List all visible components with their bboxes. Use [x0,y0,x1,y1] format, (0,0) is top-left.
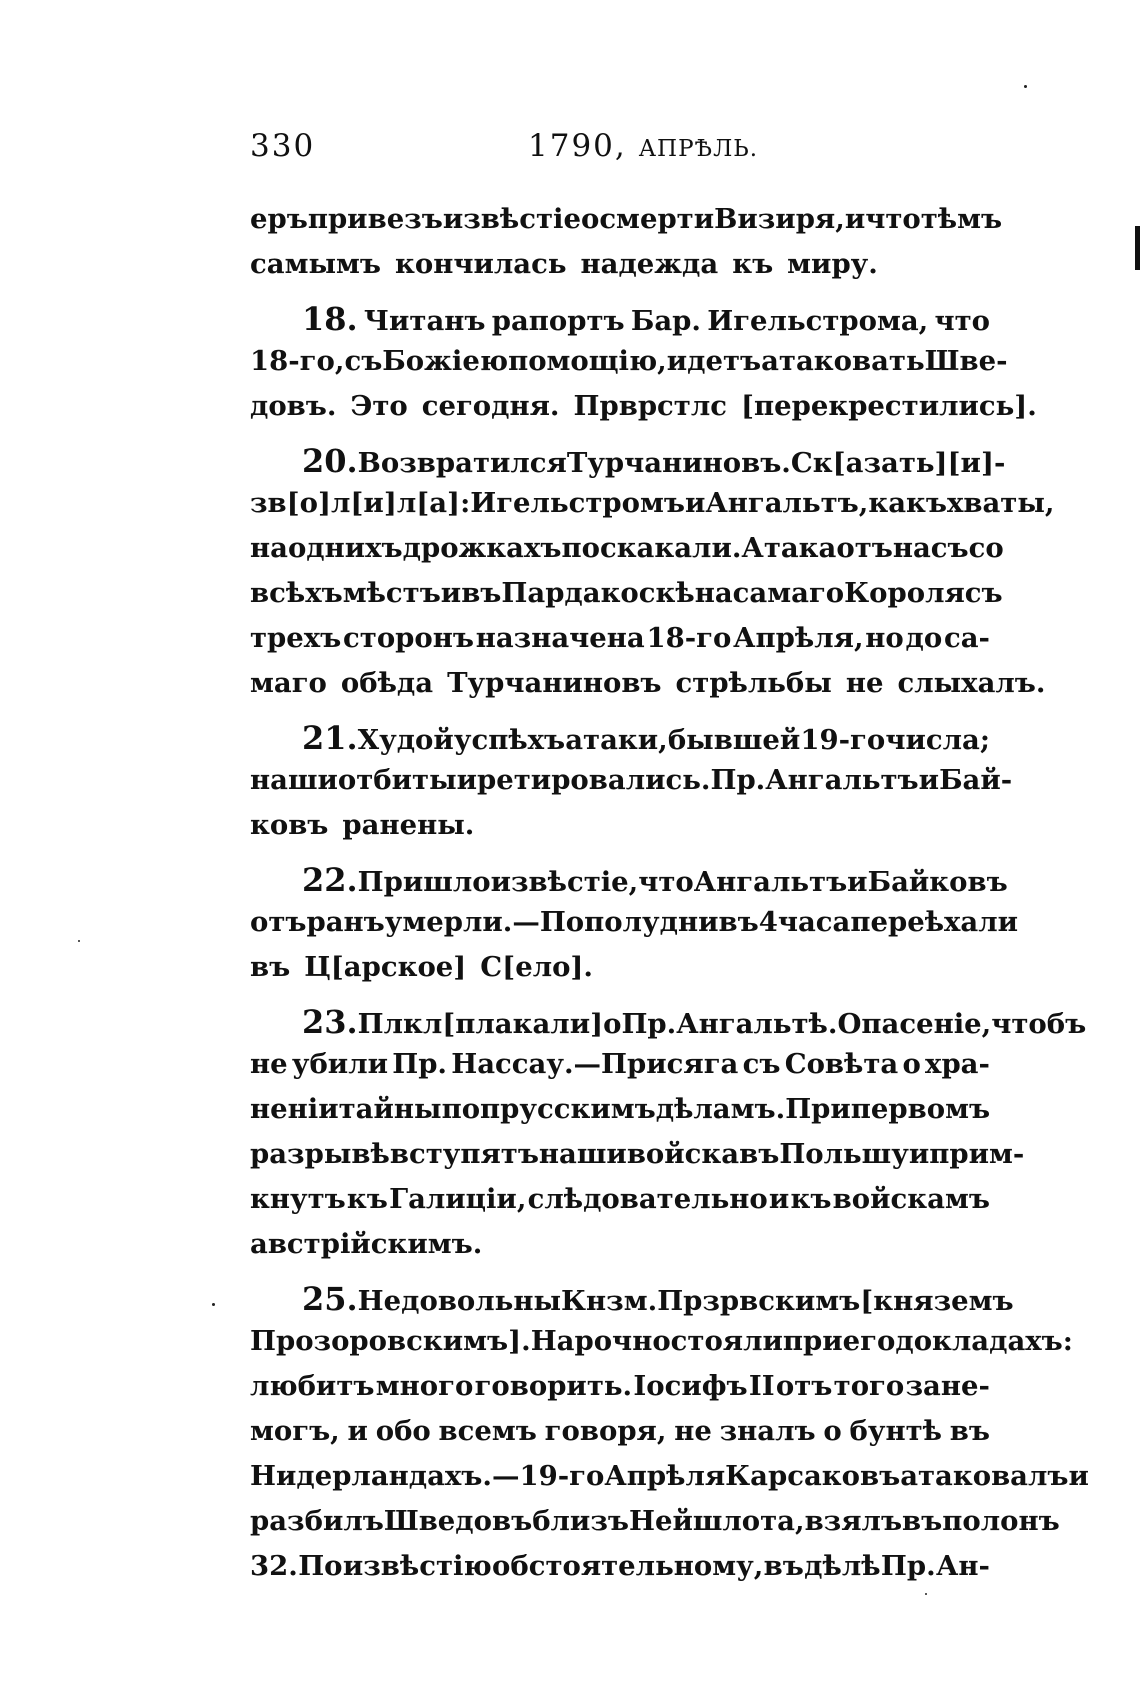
word: обѣда [340,667,434,699]
word: 22. [302,861,358,899]
word: ретировались. [477,764,711,796]
word: Пр. [621,1008,677,1040]
word: Шве- [924,345,1008,377]
word: Турчаниновъ [447,667,662,699]
word: обо [375,1415,431,1447]
word: Ангальтѣ. [676,1008,838,1040]
word: наши [538,1138,627,1170]
word: по [441,1093,481,1125]
word: Визиря, [714,203,845,235]
text-line [250,1183,990,1228]
word: въ [902,1505,943,1537]
word: Худой [357,724,454,756]
word: полонъ [942,1505,1060,1537]
word: назначена [475,622,645,654]
word: къ [732,248,774,280]
text-line [250,1550,990,1595]
word: въ [461,577,502,609]
text-line [250,1460,1089,1505]
text-line [250,951,990,996]
word: слыхалъ. [897,667,1046,699]
word: Возвратился [357,447,567,479]
word: прим- [929,1138,1025,1170]
word: на [250,532,288,564]
word: Апрѣля [604,1460,726,1492]
word: атаковалъ [900,1460,1069,1492]
word: какъ [868,487,947,519]
word: и [440,577,462,609]
word: атаки, [565,724,668,756]
word: Ц[арское] [304,951,467,983]
word: отъ [775,1370,833,1402]
word: разбилъ [250,1505,384,1537]
page-edge-mark [1135,226,1140,270]
word: и [456,764,478,796]
word: бунтѣ [849,1415,942,1447]
text-line [250,1093,990,1138]
word: въ [763,1550,804,1582]
text-line [250,1048,990,1093]
word: всемъ [438,1415,537,1447]
word: Плкл[плакали] [357,1008,604,1040]
word: Недовольны [357,1285,562,1317]
word: Атака [741,532,837,564]
word: Нейшлота, [628,1505,805,1537]
word: еръ [250,203,308,235]
print-speck [925,1593,927,1595]
word: успѣхъ [453,724,566,756]
text-line [250,442,1006,487]
word: дрожкахъ [402,532,562,564]
word: того [833,1370,905,1402]
text-line [250,390,1037,435]
text-line [250,764,1013,809]
word: 20. [302,442,358,480]
word: стояли [670,1325,783,1357]
word: 18-го, [250,345,345,377]
word: помощію, [508,345,667,377]
print-speck [1024,85,1027,88]
word: Бай- [939,764,1013,796]
word: Игельстрома, [707,305,929,337]
word: Нассау.—Присяга [451,1048,739,1080]
word: первомъ [850,1093,991,1125]
word: и [684,487,706,519]
word: на [694,577,733,609]
word: II [748,1370,775,1402]
word: дѣламъ. [655,1093,786,1125]
text-line [250,667,1046,712]
word: Опасеніе, [837,1008,992,1040]
word: въ [739,1138,780,1170]
word: Прзрвскимъ [657,1285,861,1317]
word: Пр. [392,1048,448,1080]
word: зналъ [719,1415,816,1447]
word: говоря, [544,1415,667,1447]
word: трехъ [250,622,342,654]
word: но [865,622,904,654]
print-speck [212,1303,215,1306]
word: и [908,1138,930,1170]
word: Польшу [779,1138,909,1170]
word: Совѣта [784,1048,899,1080]
body-text [250,203,1089,1595]
word: войска [626,1138,740,1170]
word: Это [350,390,408,422]
word: сторонъ [343,622,474,654]
word: миру. [787,248,878,280]
word: числа; [885,724,990,756]
word: 19-го [800,724,886,756]
text-line [250,487,1055,532]
word: смерти [599,203,715,235]
word: идетъ [666,345,762,377]
word: ранъ [306,906,385,938]
word: съ [344,345,383,377]
page-header [250,128,990,178]
word: Ан- [936,1550,990,1582]
word: привезъ [307,203,443,235]
text-line [250,809,990,854]
word: 21. [302,719,358,757]
word: убили [291,1048,388,1080]
text-line [250,532,1004,577]
word: его [842,1325,896,1357]
text-line [250,719,990,764]
word: Бар. [630,305,701,337]
word: не [845,667,884,699]
word: близъ [532,1505,629,1537]
word: Пр. [710,764,766,796]
word: слѣдовательно [527,1183,768,1215]
word: Ангальтъ [693,866,848,898]
word: стрѣльбы [675,667,832,699]
print-speck [78,940,80,942]
word: отбиты [337,764,457,796]
word: Кнзм. [561,1285,658,1317]
word: 4 [758,906,778,938]
text-line [250,1280,1014,1325]
word: любитъ [250,1370,375,1402]
word: рапортъ [491,305,625,337]
word: наши [250,764,338,796]
word: кнутъ [250,1183,346,1215]
word: обстоятельному, [492,1550,764,1582]
word: Турчаниновъ. [566,447,791,479]
word: Прврстлс [573,390,727,422]
word: не [250,1048,288,1080]
word: маго [250,667,327,699]
word: Апрѣля, [733,622,864,654]
word: Ангальтъ [765,764,919,796]
word: Читанъ [363,305,486,337]
word: са- [943,622,990,654]
word: разрывѣ [250,1138,390,1170]
word: Байковъ [867,866,1008,898]
word: умерли.—По [384,906,585,938]
word: всѣхъ [250,577,343,609]
word: отъ [836,532,893,564]
word: что [865,203,921,235]
word: въ [250,951,291,983]
word: тайны [338,1093,442,1125]
word: съ [964,577,1003,609]
word: Игельстромъ [470,487,685,519]
text-line [250,1325,1073,1370]
word: Карсаковъ [725,1460,901,1492]
word: 23. [302,1003,358,1041]
word: что [934,305,990,337]
word: насъ [892,532,969,564]
word: о [902,1048,921,1080]
word: о [823,1415,842,1447]
text-line [250,1228,990,1273]
text-line [250,203,1003,248]
word: прусскимъ [480,1093,656,1125]
word: не [674,1415,712,1447]
word: переѣхали [850,906,1019,938]
text-line [250,622,990,667]
word: надежда [580,248,719,280]
word: Пришло [357,866,491,898]
word: С[ело]. [480,951,594,983]
word: По [298,1550,343,1582]
word: говорить. [474,1370,633,1402]
word: ковъ [250,809,329,841]
word: и [768,1183,790,1215]
word: Прозоровскимъ]. [250,1325,531,1357]
word: 18. [302,300,358,338]
word: Короля [844,577,965,609]
word: довъ. [250,390,337,422]
word: Шведовъ [383,1505,533,1537]
text-line [250,577,1003,622]
word: и [847,866,868,898]
word: вступятъ [389,1138,539,1170]
word: и [918,764,940,796]
word: тѣмъ [920,203,1003,235]
word: при [782,1325,843,1357]
word: дѣлѣ [804,1550,881,1582]
text-line [250,861,1008,906]
word: 32. [250,1550,298,1582]
text-line [250,1415,990,1460]
word: до [905,622,943,654]
text-line [250,1505,1060,1550]
word: часа [777,906,851,938]
text-line [250,300,990,345]
word: Божіею [382,345,509,377]
word: кончилась [395,248,567,280]
word: извѣстіе, [490,866,639,898]
word: и [347,1415,368,1447]
text-line [250,1138,1025,1183]
word: атаковать [761,345,925,377]
word: При [785,1093,851,1125]
word: Пардакоскѣ [501,577,695,609]
word: о [580,203,600,235]
word: 25. [302,1280,358,1318]
text-line [250,906,1019,951]
word: Галиціи, [389,1183,527,1215]
word: въ [949,1415,990,1447]
word: со [968,532,1004,564]
word: къ [790,1183,832,1215]
running-title [528,128,758,164]
word: въ [718,906,759,938]
word: ранены. [342,809,475,841]
text-line [250,1370,990,1415]
word: зв[о]л[и]л[а]: [250,487,471,519]
word: чтобъ [991,1008,1087,1040]
word: о [603,1008,622,1040]
word: хра- [925,1048,990,1080]
word: самаго [732,577,845,609]
word: и [844,203,866,235]
word: полудни [584,906,719,938]
word: австрійскимъ. [250,1228,483,1260]
word: къ [346,1183,388,1215]
word: 18-го [646,622,732,654]
word: Пр. [880,1550,936,1582]
word: и [1068,1460,1089,1492]
word: могъ, [250,1415,340,1447]
word: Нарочно [530,1325,671,1357]
word: много [375,1370,474,1402]
word: зане- [905,1370,990,1402]
word: извѣстіе [442,203,581,235]
word: неніи [250,1093,339,1125]
word: поскакали. [561,532,742,564]
page-number: 330 [250,128,316,164]
text-line [250,248,990,293]
word: Ангальтъ, [705,487,869,519]
text-line [250,345,1008,390]
header-year: 1790, [528,128,627,164]
word: взялъ [804,1505,903,1537]
word: войскамъ [832,1183,990,1215]
word: извѣстію [342,1550,492,1582]
word: мѣстъ [342,577,441,609]
word: бывшей [667,724,801,756]
word: [и]- [947,447,1006,479]
word: что [638,866,694,898]
word: сегодня. [421,390,560,422]
word: докладахъ: [895,1325,1073,1357]
word: Іосифъ [633,1370,748,1402]
text-line [250,1003,1087,1048]
word: Ск[азать] [790,447,948,479]
word: съ [742,1048,781,1080]
header-month: АПРѢЛЬ. [638,136,759,162]
word: отъ [250,906,307,938]
word: [перекрестились]. [740,390,1037,422]
word: самымъ [250,248,382,280]
word: Нидерландахъ.—19-го [250,1460,605,1492]
word: однихъ [287,532,403,564]
word: хваты, [946,487,1055,519]
word: [княземъ [860,1285,1014,1317]
